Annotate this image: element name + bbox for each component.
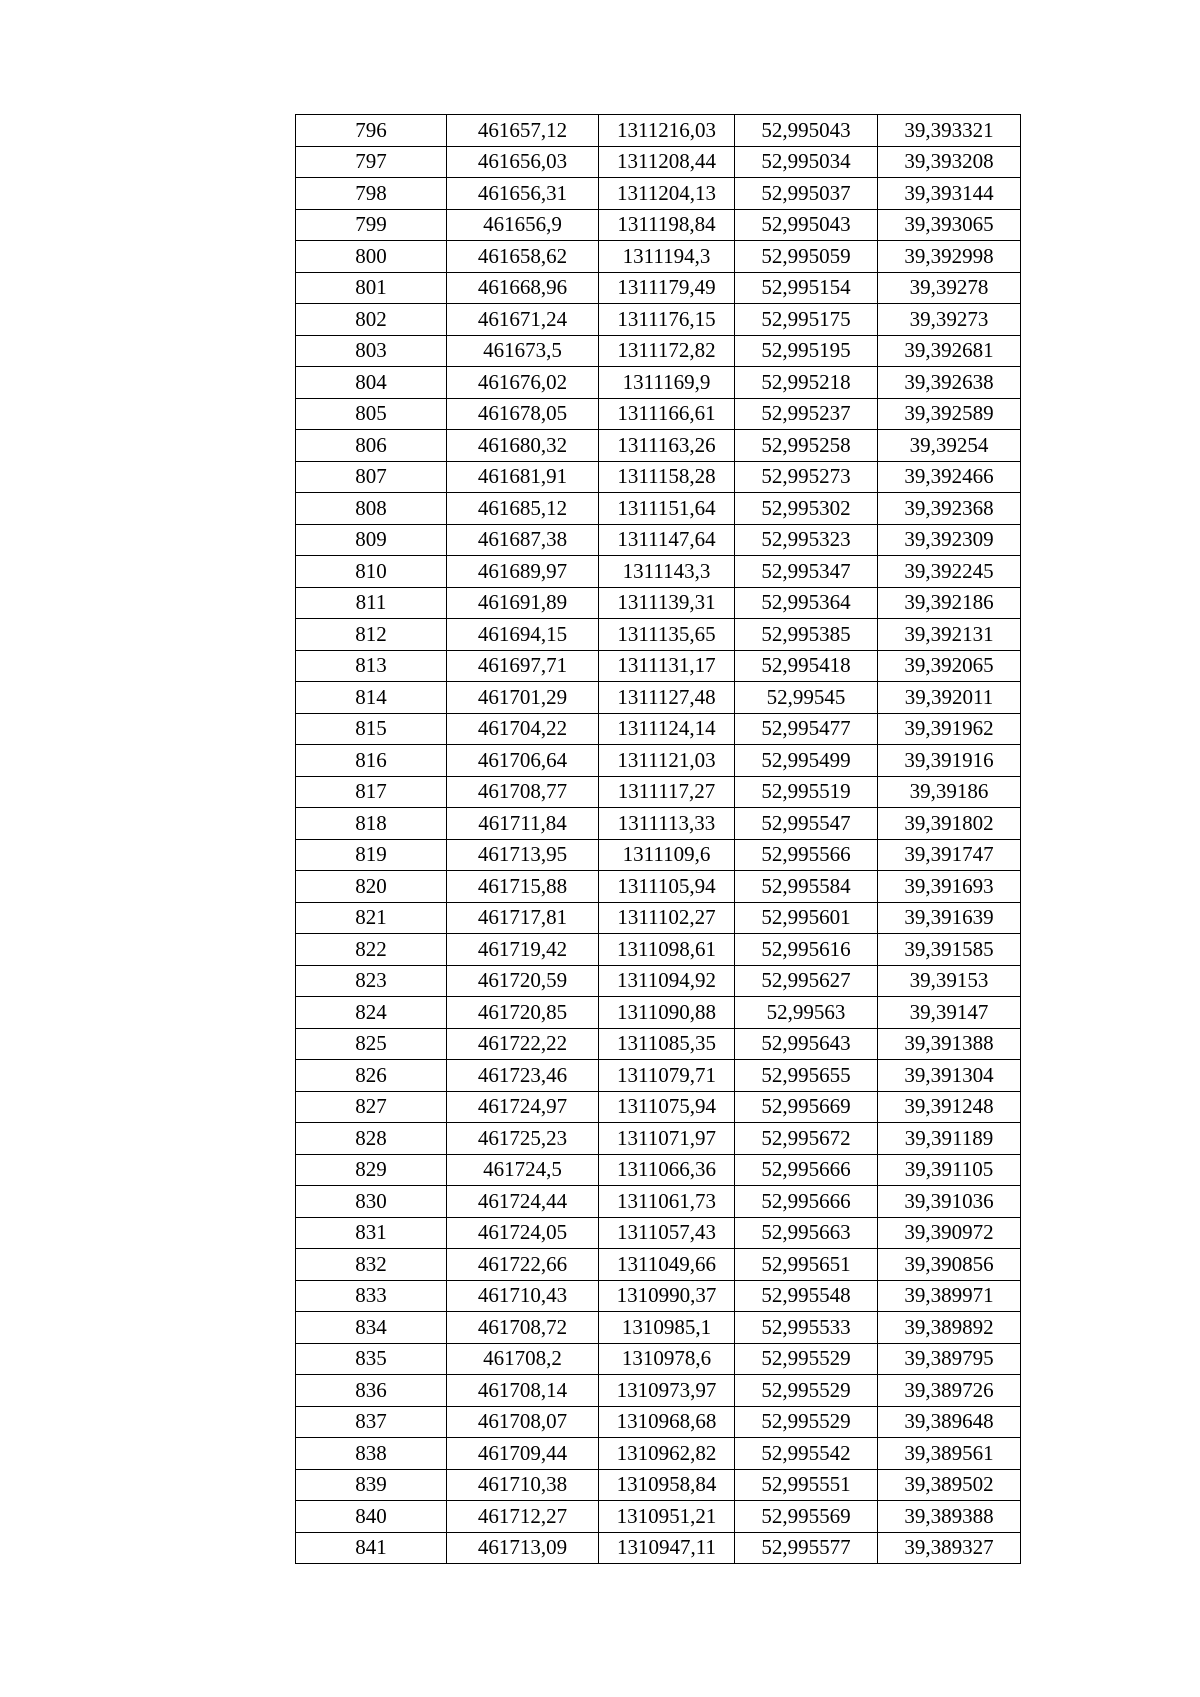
x-coordinate-cell: 461719,42 [447, 934, 599, 966]
longitude-cell: 39,392011 [878, 682, 1021, 714]
table-row [296, 808, 1021, 840]
table-row [296, 997, 1021, 1029]
x-coordinate-cell: 461691,89 [447, 587, 599, 619]
latitude-cell: 52,99563 [735, 997, 878, 1029]
y-coordinate-cell: 1311131,17 [599, 650, 735, 682]
y-coordinate-cell: 1311124,14 [599, 713, 735, 745]
y-coordinate-cell: 1311166,61 [599, 398, 735, 430]
latitude-cell: 52,995237 [735, 398, 878, 430]
longitude-cell: 39,393144 [878, 178, 1021, 210]
longitude-cell: 39,39254 [878, 430, 1021, 462]
point-number-cell: 809 [296, 524, 447, 556]
longitude-cell: 39,392466 [878, 461, 1021, 493]
latitude-cell: 52,995175 [735, 304, 878, 336]
x-coordinate-cell: 461724,05 [447, 1217, 599, 1249]
point-number-cell: 805 [296, 398, 447, 430]
x-coordinate-cell: 461658,62 [447, 241, 599, 273]
longitude-cell: 39,392638 [878, 367, 1021, 399]
table-row [296, 1249, 1021, 1281]
latitude-cell: 52,995258 [735, 430, 878, 462]
table-row [296, 776, 1021, 808]
point-number-cell: 829 [296, 1154, 447, 1186]
longitude-cell: 39,390856 [878, 1249, 1021, 1281]
x-coordinate-cell: 461724,44 [447, 1186, 599, 1218]
longitude-cell: 39,39153 [878, 965, 1021, 997]
x-coordinate-cell: 461678,05 [447, 398, 599, 430]
table-row [296, 461, 1021, 493]
point-number-cell: 813 [296, 650, 447, 682]
point-number-cell: 801 [296, 272, 447, 304]
latitude-cell: 52,995548 [735, 1280, 878, 1312]
table-row [296, 1438, 1021, 1470]
table-row [296, 1532, 1021, 1564]
table-row [296, 1343, 1021, 1375]
table-row [296, 209, 1021, 241]
y-coordinate-cell: 1311163,26 [599, 430, 735, 462]
point-number-cell: 825 [296, 1028, 447, 1060]
point-number-cell: 808 [296, 493, 447, 525]
point-number-cell: 834 [296, 1312, 447, 1344]
latitude-cell: 52,995533 [735, 1312, 878, 1344]
x-coordinate-cell: 461656,03 [447, 146, 599, 178]
y-coordinate-cell: 1311169,9 [599, 367, 735, 399]
longitude-cell: 39,392186 [878, 587, 1021, 619]
latitude-cell: 52,995218 [735, 367, 878, 399]
x-coordinate-cell: 461671,24 [447, 304, 599, 336]
table-row [296, 178, 1021, 210]
longitude-cell: 39,39147 [878, 997, 1021, 1029]
latitude-cell: 52,995347 [735, 556, 878, 588]
y-coordinate-cell: 1311147,64 [599, 524, 735, 556]
point-number-cell: 797 [296, 146, 447, 178]
y-coordinate-cell: 1311135,65 [599, 619, 735, 651]
x-coordinate-cell: 461676,02 [447, 367, 599, 399]
latitude-cell: 52,995627 [735, 965, 878, 997]
latitude-cell: 52,99545 [735, 682, 878, 714]
point-number-cell: 833 [296, 1280, 447, 1312]
x-coordinate-cell: 461689,97 [447, 556, 599, 588]
longitude-cell: 39,391585 [878, 934, 1021, 966]
longitude-cell: 39,389502 [878, 1469, 1021, 1501]
y-coordinate-cell: 1311216,03 [599, 115, 735, 147]
table-row [296, 1280, 1021, 1312]
longitude-cell: 39,39186 [878, 776, 1021, 808]
table-row [296, 304, 1021, 336]
point-number-cell: 819 [296, 839, 447, 871]
y-coordinate-cell: 1311208,44 [599, 146, 735, 178]
longitude-cell: 39,393208 [878, 146, 1021, 178]
latitude-cell: 52,995418 [735, 650, 878, 682]
table-row [296, 272, 1021, 304]
longitude-cell: 39,391962 [878, 713, 1021, 745]
x-coordinate-cell: 461710,38 [447, 1469, 599, 1501]
x-coordinate-cell: 461657,12 [447, 115, 599, 147]
point-number-cell: 799 [296, 209, 447, 241]
x-coordinate-cell: 461673,5 [447, 335, 599, 367]
longitude-cell: 39,392065 [878, 650, 1021, 682]
longitude-cell: 39,391802 [878, 808, 1021, 840]
longitude-cell: 39,39278 [878, 272, 1021, 304]
x-coordinate-cell: 461712,27 [447, 1501, 599, 1533]
y-coordinate-cell: 1310962,82 [599, 1438, 735, 1470]
longitude-cell: 39,389726 [878, 1375, 1021, 1407]
point-number-cell: 818 [296, 808, 447, 840]
latitude-cell: 52,995323 [735, 524, 878, 556]
latitude-cell: 52,995529 [735, 1375, 878, 1407]
latitude-cell: 52,995273 [735, 461, 878, 493]
coordinates-table [295, 114, 1021, 1564]
table-row [296, 524, 1021, 556]
latitude-cell: 52,995584 [735, 871, 878, 903]
y-coordinate-cell: 1310973,97 [599, 1375, 735, 1407]
longitude-cell: 39,392309 [878, 524, 1021, 556]
latitude-cell: 52,995569 [735, 1501, 878, 1533]
longitude-cell: 39,389795 [878, 1343, 1021, 1375]
longitude-cell: 39,389892 [878, 1312, 1021, 1344]
latitude-cell: 52,995043 [735, 115, 878, 147]
point-number-cell: 814 [296, 682, 447, 714]
longitude-cell: 39,389971 [878, 1280, 1021, 1312]
table-row [296, 682, 1021, 714]
y-coordinate-cell: 1311079,71 [599, 1060, 735, 1092]
latitude-cell: 52,995529 [735, 1406, 878, 1438]
longitude-cell: 39,391693 [878, 871, 1021, 903]
x-coordinate-cell: 461722,66 [447, 1249, 599, 1281]
y-coordinate-cell: 1310951,21 [599, 1501, 735, 1533]
latitude-cell: 52,995195 [735, 335, 878, 367]
longitude-cell: 39,39273 [878, 304, 1021, 336]
y-coordinate-cell: 1311198,84 [599, 209, 735, 241]
longitude-cell: 39,391639 [878, 902, 1021, 934]
table-row [296, 902, 1021, 934]
point-number-cell: 811 [296, 587, 447, 619]
point-number-cell: 839 [296, 1469, 447, 1501]
point-number-cell: 810 [296, 556, 447, 588]
x-coordinate-cell: 461680,32 [447, 430, 599, 462]
table-row [296, 871, 1021, 903]
latitude-cell: 52,995059 [735, 241, 878, 273]
table-row [296, 1154, 1021, 1186]
x-coordinate-cell: 461713,95 [447, 839, 599, 871]
y-coordinate-cell: 1311151,64 [599, 493, 735, 525]
longitude-cell: 39,391105 [878, 1154, 1021, 1186]
x-coordinate-cell: 461708,14 [447, 1375, 599, 1407]
x-coordinate-cell: 461724,97 [447, 1091, 599, 1123]
table-row [296, 713, 1021, 745]
table-row [296, 1186, 1021, 1218]
latitude-cell: 52,995034 [735, 146, 878, 178]
table-row [296, 1123, 1021, 1155]
point-number-cell: 830 [296, 1186, 447, 1218]
x-coordinate-cell: 461697,71 [447, 650, 599, 682]
x-coordinate-cell: 461709,44 [447, 1438, 599, 1470]
x-coordinate-cell: 461668,96 [447, 272, 599, 304]
latitude-cell: 52,995616 [735, 934, 878, 966]
latitude-cell: 52,995669 [735, 1091, 878, 1123]
y-coordinate-cell: 1311117,27 [599, 776, 735, 808]
longitude-cell: 39,393065 [878, 209, 1021, 241]
y-coordinate-cell: 1311204,13 [599, 178, 735, 210]
point-number-cell: 803 [296, 335, 447, 367]
table-row [296, 398, 1021, 430]
table-row [296, 1217, 1021, 1249]
point-number-cell: 838 [296, 1438, 447, 1470]
y-coordinate-cell: 1311172,82 [599, 335, 735, 367]
x-coordinate-cell: 461687,38 [447, 524, 599, 556]
point-number-cell: 822 [296, 934, 447, 966]
table-row [296, 745, 1021, 777]
point-number-cell: 835 [296, 1343, 447, 1375]
table-row [296, 367, 1021, 399]
x-coordinate-cell: 461711,84 [447, 808, 599, 840]
latitude-cell: 52,995577 [735, 1532, 878, 1564]
latitude-cell: 52,995566 [735, 839, 878, 871]
point-number-cell: 828 [296, 1123, 447, 1155]
y-coordinate-cell: 1311094,92 [599, 965, 735, 997]
latitude-cell: 52,995551 [735, 1469, 878, 1501]
longitude-cell: 39,389561 [878, 1438, 1021, 1470]
latitude-cell: 52,995651 [735, 1249, 878, 1281]
table-row [296, 587, 1021, 619]
longitude-cell: 39,392368 [878, 493, 1021, 525]
point-number-cell: 800 [296, 241, 447, 273]
latitude-cell: 52,995037 [735, 178, 878, 210]
point-number-cell: 804 [296, 367, 447, 399]
longitude-cell: 39,391036 [878, 1186, 1021, 1218]
point-number-cell: 807 [296, 461, 447, 493]
y-coordinate-cell: 1311176,15 [599, 304, 735, 336]
latitude-cell: 52,995529 [735, 1343, 878, 1375]
table-row [296, 146, 1021, 178]
point-number-cell: 832 [296, 1249, 447, 1281]
point-number-cell: 802 [296, 304, 447, 336]
longitude-cell: 39,392681 [878, 335, 1021, 367]
longitude-cell: 39,392998 [878, 241, 1021, 273]
longitude-cell: 39,390972 [878, 1217, 1021, 1249]
table-row [296, 556, 1021, 588]
latitude-cell: 52,995385 [735, 619, 878, 651]
latitude-cell: 52,995477 [735, 713, 878, 745]
y-coordinate-cell: 1311179,49 [599, 272, 735, 304]
latitude-cell: 52,995547 [735, 808, 878, 840]
longitude-cell: 39,391388 [878, 1028, 1021, 1060]
y-coordinate-cell: 1310985,1 [599, 1312, 735, 1344]
point-number-cell: 836 [296, 1375, 447, 1407]
latitude-cell: 52,995601 [735, 902, 878, 934]
y-coordinate-cell: 1311102,27 [599, 902, 735, 934]
longitude-cell: 39,389648 [878, 1406, 1021, 1438]
longitude-cell: 39,393321 [878, 115, 1021, 147]
x-coordinate-cell: 461708,72 [447, 1312, 599, 1344]
x-coordinate-cell: 461701,29 [447, 682, 599, 714]
point-number-cell: 840 [296, 1501, 447, 1533]
point-number-cell: 815 [296, 713, 447, 745]
y-coordinate-cell: 1311066,36 [599, 1154, 735, 1186]
table-row [296, 1028, 1021, 1060]
x-coordinate-cell: 461724,5 [447, 1154, 599, 1186]
point-number-cell: 827 [296, 1091, 447, 1123]
latitude-cell: 52,995672 [735, 1123, 878, 1155]
point-number-cell: 796 [296, 115, 447, 147]
point-number-cell: 817 [296, 776, 447, 808]
y-coordinate-cell: 1311143,3 [599, 556, 735, 588]
x-coordinate-cell: 461685,12 [447, 493, 599, 525]
latitude-cell: 52,995666 [735, 1154, 878, 1186]
latitude-cell: 52,995663 [735, 1217, 878, 1249]
table-row [296, 1469, 1021, 1501]
longitude-cell: 39,391248 [878, 1091, 1021, 1123]
longitude-cell: 39,392245 [878, 556, 1021, 588]
y-coordinate-cell: 1311061,73 [599, 1186, 735, 1218]
latitude-cell: 52,995499 [735, 745, 878, 777]
table-row [296, 619, 1021, 651]
x-coordinate-cell: 461704,22 [447, 713, 599, 745]
y-coordinate-cell: 1311057,43 [599, 1217, 735, 1249]
table-row [296, 335, 1021, 367]
table-row [296, 1312, 1021, 1344]
y-coordinate-cell: 1310990,37 [599, 1280, 735, 1312]
y-coordinate-cell: 1311090,88 [599, 997, 735, 1029]
y-coordinate-cell: 1311049,66 [599, 1249, 735, 1281]
latitude-cell: 52,995655 [735, 1060, 878, 1092]
x-coordinate-cell: 461720,59 [447, 965, 599, 997]
x-coordinate-cell: 461708,2 [447, 1343, 599, 1375]
x-coordinate-cell: 461656,9 [447, 209, 599, 241]
point-number-cell: 798 [296, 178, 447, 210]
y-coordinate-cell: 1311085,35 [599, 1028, 735, 1060]
longitude-cell: 39,389327 [878, 1532, 1021, 1564]
point-number-cell: 826 [296, 1060, 447, 1092]
latitude-cell: 52,995666 [735, 1186, 878, 1218]
table-row [296, 115, 1021, 147]
table-row [296, 241, 1021, 273]
x-coordinate-cell: 461723,46 [447, 1060, 599, 1092]
y-coordinate-cell: 1311109,6 [599, 839, 735, 871]
longitude-cell: 39,391189 [878, 1123, 1021, 1155]
table-row [296, 650, 1021, 682]
y-coordinate-cell: 1310958,84 [599, 1469, 735, 1501]
longitude-cell: 39,391747 [878, 839, 1021, 871]
x-coordinate-cell: 461694,15 [447, 619, 599, 651]
y-coordinate-cell: 1311105,94 [599, 871, 735, 903]
y-coordinate-cell: 1311139,31 [599, 587, 735, 619]
latitude-cell: 52,995519 [735, 776, 878, 808]
longitude-cell: 39,391304 [878, 1060, 1021, 1092]
longitude-cell: 39,392131 [878, 619, 1021, 651]
point-number-cell: 820 [296, 871, 447, 903]
x-coordinate-cell: 461722,22 [447, 1028, 599, 1060]
y-coordinate-cell: 1311127,48 [599, 682, 735, 714]
x-coordinate-cell: 461725,23 [447, 1123, 599, 1155]
x-coordinate-cell: 461720,85 [447, 997, 599, 1029]
y-coordinate-cell: 1310947,11 [599, 1532, 735, 1564]
latitude-cell: 52,995542 [735, 1438, 878, 1470]
y-coordinate-cell: 1311113,33 [599, 808, 735, 840]
y-coordinate-cell: 1311194,3 [599, 241, 735, 273]
point-number-cell: 821 [296, 902, 447, 934]
x-coordinate-cell: 461713,09 [447, 1532, 599, 1564]
y-coordinate-cell: 1311158,28 [599, 461, 735, 493]
x-coordinate-cell: 461708,77 [447, 776, 599, 808]
table-row [296, 1501, 1021, 1533]
y-coordinate-cell: 1311098,61 [599, 934, 735, 966]
point-number-cell: 816 [296, 745, 447, 777]
y-coordinate-cell: 1311071,97 [599, 1123, 735, 1155]
y-coordinate-cell: 1311075,94 [599, 1091, 735, 1123]
x-coordinate-cell: 461708,07 [447, 1406, 599, 1438]
table-row [296, 839, 1021, 871]
table-row [296, 1375, 1021, 1407]
x-coordinate-cell: 461717,81 [447, 902, 599, 934]
y-coordinate-cell: 1311121,03 [599, 745, 735, 777]
y-coordinate-cell: 1310968,68 [599, 1406, 735, 1438]
table-row [296, 934, 1021, 966]
latitude-cell: 52,995302 [735, 493, 878, 525]
longitude-cell: 39,391916 [878, 745, 1021, 777]
latitude-cell: 52,995154 [735, 272, 878, 304]
longitude-cell: 39,389388 [878, 1501, 1021, 1533]
x-coordinate-cell: 461656,31 [447, 178, 599, 210]
latitude-cell: 52,995364 [735, 587, 878, 619]
table-row [296, 493, 1021, 525]
x-coordinate-cell: 461681,91 [447, 461, 599, 493]
y-coordinate-cell: 1310978,6 [599, 1343, 735, 1375]
point-number-cell: 812 [296, 619, 447, 651]
point-number-cell: 823 [296, 965, 447, 997]
longitude-cell: 39,392589 [878, 398, 1021, 430]
point-number-cell: 806 [296, 430, 447, 462]
x-coordinate-cell: 461706,64 [447, 745, 599, 777]
table-row [296, 965, 1021, 997]
point-number-cell: 831 [296, 1217, 447, 1249]
x-coordinate-cell: 461715,88 [447, 871, 599, 903]
x-coordinate-cell: 461710,43 [447, 1280, 599, 1312]
latitude-cell: 52,995043 [735, 209, 878, 241]
table-row [296, 1060, 1021, 1092]
table-row [296, 1406, 1021, 1438]
coordinates-table-body [296, 115, 1021, 1564]
point-number-cell: 841 [296, 1532, 447, 1564]
table-row [296, 1091, 1021, 1123]
point-number-cell: 837 [296, 1406, 447, 1438]
latitude-cell: 52,995643 [735, 1028, 878, 1060]
table-row [296, 430, 1021, 462]
point-number-cell: 824 [296, 997, 447, 1029]
